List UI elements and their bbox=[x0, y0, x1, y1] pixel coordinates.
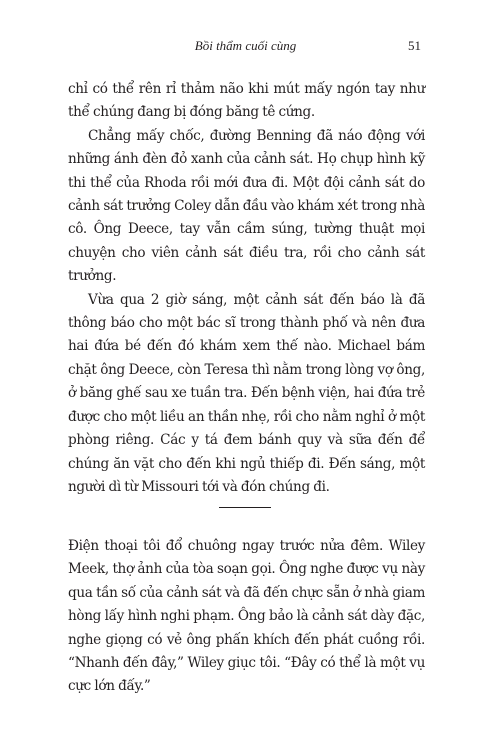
section-2-text bbox=[68, 535, 425, 699]
running-title: Bồi thẩm cuối cùng bbox=[194, 38, 297, 53]
paragraph: Chẳng mấy chốc, đường Benning đã náo động với những ánh đèn đỏ xanh của cảnh sát. Họ chụp hình kỹ thi thể của Rhoda rồi mới đưa đi. Một đội cảnh sát do cảnh sát trưởng Coley dẫn đầu vào khám xét trong nhà cô. Ông Deece, tay vẫn cầm súng, tường thuật mọi chuyện cho viên cảnh sát điều tra, rồi cho cảnh sát trưởng. bbox=[68, 127, 425, 285]
section-divider bbox=[219, 507, 271, 508]
page-number: 51 bbox=[408, 38, 421, 53]
paragraph: Vừa qua 2 giờ sáng, một cảnh sát đến báo là đã thông báo cho một bác sĩ trong thành phố và nên đưa hai đứa bé đến đó khám xem thế nào. Michael bám chặt ông Deece, còn Teresa thì nằm trong lòng vợ ông, ở băng ghế sau xe tuần tra. Đến bệnh viện, hai đứa trẻ được cho một liều an thần nhẹ, rồi cho nằm nghỉ ở một phòng riêng. Các y tá đem bánh quy và sữa đến để chúng ăn vặt cho đến khi ngủ thiếp đi. Đến sáng, một người dì từ Missouri tới và đón chúng đi. bbox=[68, 291, 425, 495]
paragraph-continued: chỉ có thể rên rỉ thảm não khi mút mấy ngón tay như thể chúng đang bị đóng băng tê cứng. bbox=[68, 81, 425, 121]
section-1-text bbox=[68, 78, 425, 499]
paragraph: Điện thoại tôi đổ chuông ngay trước nửa đêm. Wiley Meek, thợ ảnh của tòa soạn gọi. Ông nghe được vụ này qua tần số của cảnh sát và đã đến chực sẵn ở nhà giam hòng lấy hình nghi phạm. Ông bảo là cảnh sát dày đặc, nghe giọng có vẻ ông phấn khích đến phát cuồng rồi. “Nhanh đến đây,” Wiley giục tôi. “Đây có thể là một vụ cực lớn đấy.” bbox=[68, 538, 425, 695]
